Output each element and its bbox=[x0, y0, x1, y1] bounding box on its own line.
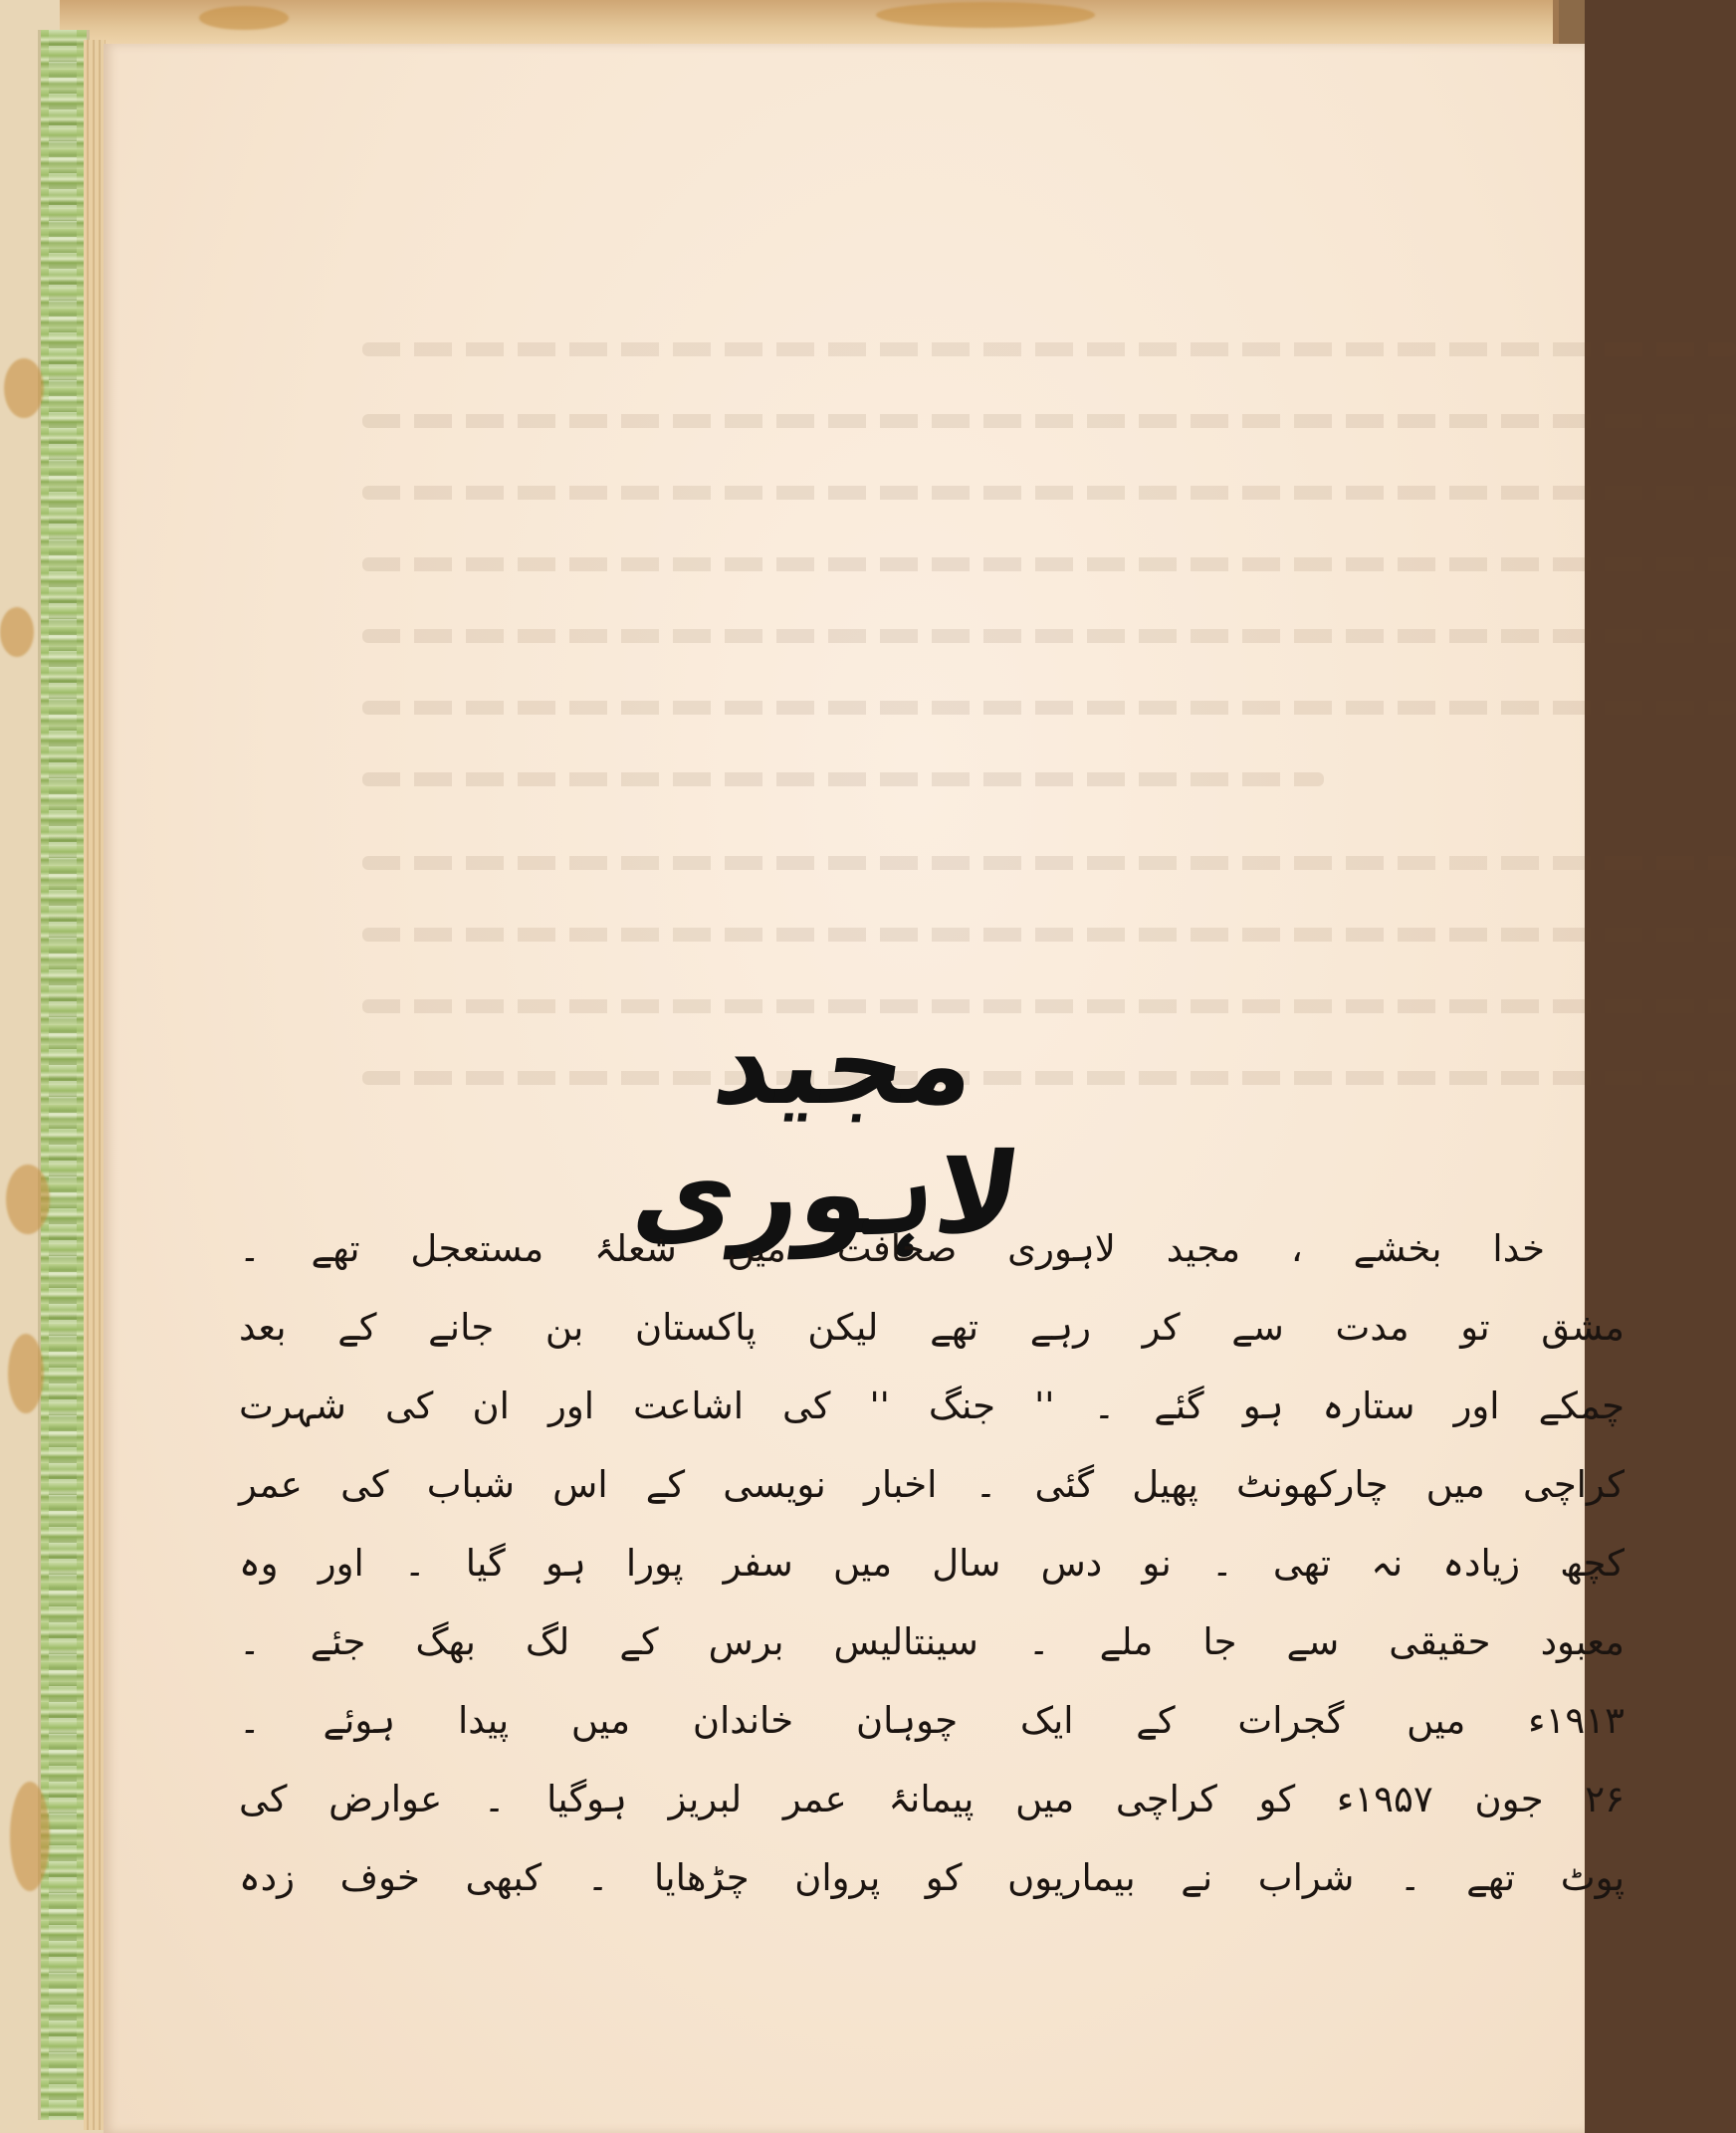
age-stain bbox=[0, 607, 34, 657]
body-line: معبود حقیقی سے جا ملے ۔ سینتالیس برس کے لگ بھگ جئے ۔ bbox=[239, 1620, 1625, 1663]
body-line: کچھ زیادہ نہ تھی ۔ نو دس سال میں سفر پورا ہو گیا ۔ اور وہ bbox=[239, 1542, 1625, 1585]
body-line: کراچی میں چارکھونٹ پھیل گئی ۔ اخبار نویسی کے اس شباب کی عمر bbox=[239, 1463, 1625, 1506]
body-line: ۱۹۱۳ء میں گجرات کے ایک چوہان خاندان میں پیدا ہوئے ۔ bbox=[239, 1699, 1625, 1742]
body-line: پوٹ تھے ۔ شراب نے بیماریوں کو پروان چڑھایا ۔ کبھی خوف زدہ bbox=[239, 1856, 1625, 1899]
age-stain bbox=[4, 358, 44, 418]
age-stain bbox=[8, 1334, 44, 1413]
body-line: چمکے اور ستارہ ہو گئے ۔ '' جنگ '' کی اشاعت اور ان کی شہرت bbox=[239, 1385, 1625, 1427]
body-paragraph bbox=[239, 1209, 1625, 1917]
body-line: خدا بخشے ، مجید لاہوری صحافت میں شعلۂ مستعجل تھے ۔ bbox=[239, 1227, 1545, 1270]
body-line: مشق تو مدت سے کر رہے تھے لیکن پاکستان بن جانے کے بعد bbox=[239, 1306, 1625, 1349]
age-stain bbox=[10, 1782, 50, 1891]
chapter-title: مجید لاہوری bbox=[625, 1000, 1029, 1259]
age-stain bbox=[199, 6, 289, 30]
age-stain bbox=[6, 1165, 50, 1234]
body-line: ۲۶ جون ۱۹۵۷ء کو کراچی میں پیمانۂ عمر لبریز ہوگیا ۔ عوارض کی bbox=[239, 1778, 1626, 1820]
age-stain bbox=[876, 2, 1095, 28]
stacked-page-edges bbox=[84, 40, 106, 2130]
